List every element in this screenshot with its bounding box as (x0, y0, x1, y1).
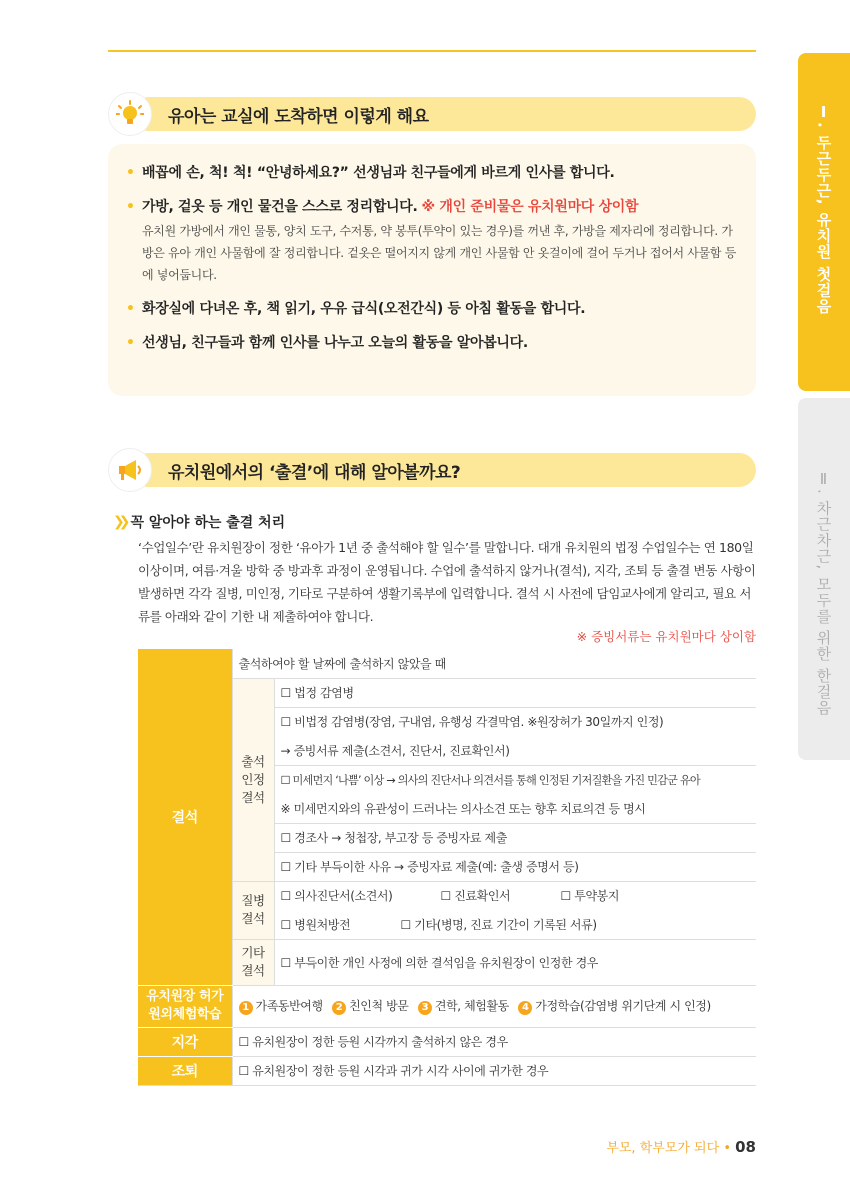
category-early-leave: 조퇴 (138, 1056, 232, 1085)
subcategory-recognized: 출석 인정 결석 (232, 678, 274, 881)
heading-title: 유치원에서의 ‘출결’에 대해 알아볼까요? (168, 462, 461, 483)
note-red: ※ 개인 준비물은 유치원마다 상이함 (421, 199, 639, 215)
table-row: ※ 미세먼지와의 유관성이 드러나는 의사소견 또는 향후 치료의견 등 명시 (138, 794, 756, 823)
page-footer: 부모, 학부모가 되다 • 08 (606, 1138, 756, 1156)
heading-attendance (108, 453, 756, 487)
list-item: • 배꼽에 손, 척! 척! “안녕하세요?” 선생님과 친구들에게 바르게 인사를 합니다. (126, 165, 615, 181)
number-4-icon: 4 (518, 1001, 532, 1015)
subcategory-other: 기타 결석 (232, 939, 274, 985)
list-item: • 가방, 겉옷 등 개인 물건을 스스로 정리합니다. ※ 개인 준비물은 유치원마다 상이함 (126, 199, 639, 215)
number-3-icon: 3 (418, 1001, 432, 1015)
megaphone-icon (108, 448, 152, 492)
table-row: 지각 ☐ 유치원장이 정한 등원 시각까지 출석하지 않은 경우 (138, 1027, 756, 1056)
table-row: ☐ 경조사 → 청첩장, 부고장 등 증빙자료 제출 (138, 823, 756, 852)
list-item: • 화장실에 다녀온 후, 책 읽기, 우유 급식(오전간식) 등 아침 활동을 합니다. (126, 301, 586, 317)
table-row: → 증빙서류 제출(소견서, 진단서, 진료확인서) (138, 736, 756, 765)
subcategory-illness: 질병 결석 (232, 881, 274, 939)
page-number: 08 (735, 1138, 756, 1156)
lightbulb-icon (108, 92, 152, 136)
heading-title: 유아는 교실에 도착하면 이렇게 해요 (168, 106, 429, 127)
number-2-icon: 2 (332, 1001, 346, 1015)
list-item: • 선생님, 친구들과 함께 인사를 나누고 오늘의 활동을 알아봅니다. (126, 335, 528, 351)
note-red: ※ 증빙서류는 유치원마다 상이함 (576, 629, 756, 644)
table-row: 질병 결석 ☐ 의사진단서(소견서) ☐ 진료확인서 ☐ 투약봉지 (138, 881, 756, 910)
top-rule (108, 50, 756, 52)
side-tab-chapter-1[interactable] (798, 53, 850, 391)
number-1-icon: 1 (239, 1001, 253, 1015)
table-row: ☐ 비법정 감염병(장염, 구내염, 유행성 각결막염. ※원장허가 30일까지 인정) (138, 707, 756, 736)
side-tab-label: Ⅱ. 차근차근, 모두를 위한 한걸음 (814, 470, 833, 716)
table-row: 조퇴 ☐ 유치원장이 정한 등원 시각과 귀가 시각 사이에 귀가한 경우 (138, 1056, 756, 1085)
arrival-box (108, 144, 756, 396)
double-chevron-icon: ❯❯ (113, 514, 125, 530)
table-row: ☐ 병원처방전 ☐ 기타(병명, 진료 기간이 기록된 서류) (138, 910, 756, 939)
table-row: 유치원장 허가 원외체험학습 1 가족동반여행 2 친인척 방문 3 견학, 체험활동 4 가정학습(감염병 위기단계 시 인정) (138, 985, 756, 1027)
table-row: 출석 인정 결석 ☐ 법정 감염병 (138, 678, 756, 707)
side-tab-label: Ⅰ. 두근두근, 유치원 첫걸음 (814, 103, 833, 315)
heading-arrival (108, 97, 756, 131)
attendance-table (138, 649, 756, 1086)
table-row: 결석 출석하여야 할 날짜에 출석하지 않았을 때 (138, 649, 756, 678)
attendance-paragraph: ‘수업일수’란 유치원장이 정한 ‘유아가 1년 중 출석해야 할 일수’를 말합니다. 대개 유치원의 법정 수업일수는 연 180일 이상이며, 여름·겨울 방학 중 방과후 과정이 운영됩니다. 수업에 출석하지 않거나(결석), 지각, 조퇴 등 출결 변동 사항이 발생하면 각각 질병, 미인정, 기타로 구분하여 생활기록부에 입력합니다. 결석 시 사전에 담임교사에게 알리고, 필요 서류를 아래와 같이 기한 내 제출하여야 합니다. (138, 540, 756, 624)
list-item-detail: 유치원 가방에서 개인 물통, 양치 도구, 수저통, 약 봉투(투약이 있는 경우)를 꺼낸 후, 가방을 제자리에 정리합니다. 가방은 유아 개인 사물함에 잘 정리합니다. 겉옷은 떨어지지 않게 개인 사물함 안 옷걸이에 걸어 두거나 접어서 사물함 등에 넣어둡니다. (142, 224, 736, 282)
section-title: ❯❯ 꼭 알아야 하는 출결 처리 (113, 514, 286, 531)
side-tab-chapter-2[interactable] (798, 398, 850, 760)
category-field-trip: 유치원장 허가 원외체험학습 (138, 985, 232, 1027)
table-row: ☐ 미세먼지 ‘나쁨’ 이상 → 의사의 진단서나 의견서를 통해 인정된 기저질환을 가진 민감군 유아 (138, 765, 756, 794)
category-late: 지각 (138, 1027, 232, 1056)
table-row: ☐ 기타 부득이한 사유 → 증빙자료 제출(예: 출생 증명서 등) (138, 852, 756, 881)
category-absence: 결석 (138, 649, 232, 985)
table-row: 기타 결석 ☐ 부득이한 개인 사정에 의한 결석임을 유치원장이 인정한 경우 (138, 939, 756, 985)
